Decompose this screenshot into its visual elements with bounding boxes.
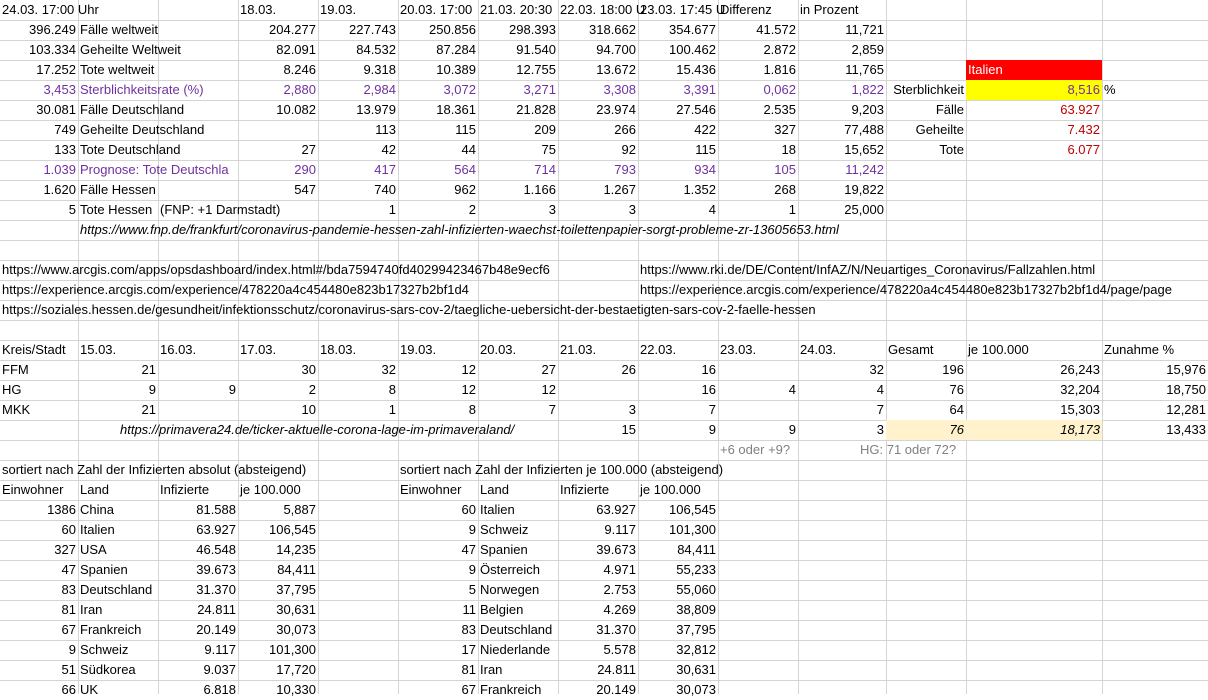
kreis-value[interactable]: 32: [381, 362, 396, 377]
abs-land[interactable]: Italien: [80, 522, 115, 537]
global-daily[interactable]: 2,880: [283, 82, 316, 97]
abs-header[interactable]: je 100.000: [240, 482, 301, 497]
global-daily[interactable]: 934: [694, 162, 716, 177]
link-arcgis-experience-page[interactable]: https://experience.arcgis.com/experience/478220a4c454480e823b17327b2bf1d4/page/page: [640, 282, 1172, 297]
rel-je-100000[interactable]: 55,060: [676, 582, 716, 597]
rel-je-100000[interactable]: 106,545: [669, 502, 716, 517]
abs-land[interactable]: Spanien: [80, 562, 128, 577]
kreis-value[interactable]: 16: [701, 382, 716, 397]
abs-je-100000[interactable]: 84,411: [277, 562, 316, 577]
global-label[interactable]: Prognose: Tote Deutschla: [80, 162, 229, 177]
global-daily[interactable]: 91.540: [516, 42, 556, 57]
rel-land[interactable]: Spanien: [480, 542, 528, 557]
gridline-h: [0, 440, 1208, 441]
abs-infizierte[interactable]: 9.117: [204, 642, 236, 657]
global-daily[interactable]: 15.436: [676, 62, 716, 77]
global-label[interactable]: Fälle Deutschland: [80, 102, 185, 117]
global-pct[interactable]: 77,488: [844, 122, 884, 137]
global-daily[interactable]: 962: [454, 182, 476, 197]
kreis-header[interactable]: Zunahme %: [1104, 342, 1175, 357]
global-label[interactable]: Tote Hessen: [80, 202, 153, 217]
global-daily[interactable]: 42: [381, 142, 396, 157]
italy-tote-label[interactable]: Tote: [939, 142, 964, 157]
header-diff[interactable]: Differenz: [720, 2, 772, 17]
rel-einwohner[interactable]: 17: [461, 642, 476, 657]
kreis-value[interactable]: 26: [621, 362, 636, 377]
link-arcgis-dashboard[interactable]: https://www.arcgis.com/apps/opsdashboard/index.html#/bda7594740fd40299423467b48e9ecf6: [2, 262, 550, 277]
global-daily[interactable]: 2,984: [363, 82, 396, 97]
kreis-gesamt[interactable]: 76: [949, 382, 964, 397]
kreis-zunahme[interactable]: 15,976: [1166, 362, 1206, 377]
rel-einwohner[interactable]: 81: [461, 662, 476, 677]
rel-einwohner[interactable]: 60: [461, 502, 476, 517]
global-daily[interactable]: 204.277: [269, 22, 316, 37]
global-daily[interactable]: 113: [375, 122, 396, 137]
italy-sterb-value[interactable]: 8,516: [966, 80, 1102, 100]
abs-je-100000[interactable]: 10,330: [276, 682, 316, 697]
global-daily[interactable]: [238, 200, 318, 220]
global-diff[interactable]: 2.535: [763, 102, 796, 117]
rel-einwohner[interactable]: 67: [461, 682, 476, 697]
kreis-header[interactable]: 21.03.: [560, 342, 597, 357]
kreis-value[interactable]: [718, 360, 798, 380]
rel-infizierte[interactable]: 4.269: [603, 602, 636, 617]
global-daily[interactable]: 1.267: [603, 182, 636, 197]
global-daily[interactable]: 8.246: [283, 62, 316, 77]
kreis-header[interactable]: Gesamt: [888, 342, 934, 357]
abs-je-100000[interactable]: 106,545: [269, 522, 316, 537]
global-daily[interactable]: 793: [614, 162, 636, 177]
rel-einwohner[interactable]: 9: [468, 562, 476, 577]
link-rki[interactable]: https://www.rki.de/DE/Content/InfAZ/N/Neuartiges_Coronavirus/Fallzahlen.html: [640, 262, 1096, 277]
global-pct[interactable]: 1,822: [851, 82, 884, 97]
kreis-value[interactable]: 4: [788, 382, 796, 397]
rel-einwohner[interactable]: 9: [468, 522, 476, 537]
abs-je-100000[interactable]: 5,887: [283, 502, 316, 517]
italy-faelle-label[interactable]: Fälle: [935, 102, 964, 117]
global-daily[interactable]: 100.462: [669, 42, 716, 57]
global-value[interactable]: 396.249: [29, 22, 76, 37]
abs-infizierte[interactable]: 20.149: [196, 622, 236, 637]
global-value[interactable]: 1.039: [43, 162, 76, 177]
kreis-gesamt[interactable]: 196: [942, 362, 964, 377]
global-daily[interactable]: 27.546: [676, 102, 716, 117]
rel-land[interactable]: Österreich: [480, 562, 540, 577]
global-diff[interactable]: 268: [774, 182, 796, 197]
rel-header[interactable]: je 100.000: [640, 482, 701, 497]
primavera-link[interactable]: https://primavera24.de/ticker-aktuelle-corona-lage-im-primaveraland/: [120, 422, 515, 437]
global-daily[interactable]: [238, 120, 318, 140]
primavera-value[interactable]: 9: [708, 422, 716, 437]
primavera-value[interactable]: 3: [876, 422, 884, 437]
primavera-je-100000[interactable]: 18,173: [966, 420, 1102, 440]
global-diff[interactable]: 1.816: [763, 62, 796, 77]
abs-header[interactable]: Einwohner: [2, 482, 64, 497]
kreis-value[interactable]: 12: [541, 382, 556, 397]
kreis-value[interactable]: 8: [468, 402, 476, 417]
global-diff[interactable]: 105: [774, 162, 796, 177]
global-label[interactable]: Sterblichkeitsrate (%): [80, 82, 204, 97]
kreis-value[interactable]: [718, 400, 798, 420]
abs-einwohner[interactable]: 66: [61, 682, 76, 697]
italy-title[interactable]: Italien: [966, 60, 1102, 80]
rel-header[interactable]: Infizierte: [560, 482, 610, 497]
abs-land[interactable]: Deutschland: [80, 582, 153, 597]
rel-einwohner[interactable]: 11: [462, 602, 476, 617]
global-label[interactable]: Fälle weltweit: [80, 22, 159, 37]
kreis-header[interactable]: je 100.000: [968, 342, 1029, 357]
abs-infizierte[interactable]: 39.673: [196, 562, 236, 577]
italy-sterb-label[interactable]: Sterblichkeit: [893, 82, 964, 97]
header-date[interactable]: 20.03. 17:00: [400, 2, 473, 17]
gridline-h: [0, 320, 1208, 321]
rel-infizierte[interactable]: 24.811: [597, 662, 636, 677]
primavera-zunahme[interactable]: 13,433: [1166, 422, 1206, 437]
global-daily[interactable]: 290: [294, 162, 316, 177]
global-pct[interactable]: 15,652: [844, 142, 884, 157]
global-daily[interactable]: 82.091: [276, 42, 316, 57]
global-daily[interactable]: 250.856: [429, 22, 476, 37]
global-daily[interactable]: 3: [628, 202, 636, 217]
abs-infizierte[interactable]: 31.370: [196, 582, 236, 597]
global-value[interactable]: 133: [54, 142, 76, 157]
italy-geheilte-value[interactable]: 7.432: [1067, 122, 1100, 137]
abs-header[interactable]: Land: [80, 482, 109, 497]
link-arcgis-experience[interactable]: https://experience.arcgis.com/experience/478220a4c454480e823b17327b2bf1d4: [2, 282, 469, 297]
abs-einwohner[interactable]: 81: [61, 602, 76, 617]
global-daily[interactable]: 740: [374, 182, 396, 197]
fnp-link[interactable]: https://www.fnp.de/frankfurt/coronavirus-pandemie-hessen-zahl-infizierten-waechst-toilettenpapier-sorgt-probleme-zr-13605653.html: [80, 222, 839, 237]
global-daily[interactable]: 422: [694, 122, 716, 137]
kreis-header[interactable]: 24.03.: [800, 342, 837, 357]
global-daily[interactable]: 1: [388, 202, 396, 217]
header-stand[interactable]: 24.03. 17:00 Uhr: [2, 2, 99, 17]
kreis-je-100000[interactable]: 26,243: [1060, 362, 1100, 377]
rel-land[interactable]: Frankreich: [480, 682, 542, 697]
abs-einwohner[interactable]: 327: [54, 542, 76, 557]
abs-infizierte[interactable]: 24.811: [197, 602, 236, 617]
global-daily[interactable]: 209: [534, 122, 556, 137]
abs-je-100000[interactable]: 37,795: [276, 582, 316, 597]
global-pct[interactable]: 11,721: [845, 22, 884, 37]
global-label[interactable]: Fälle Hessen: [80, 182, 156, 197]
abs-einwohner[interactable]: 1386: [47, 502, 76, 517]
primavera-gesamt[interactable]: 76: [886, 420, 966, 440]
rel-infizierte[interactable]: 20.149: [596, 682, 636, 697]
abs-land[interactable]: USA: [80, 542, 107, 557]
abs-einwohner[interactable]: 83: [61, 582, 76, 597]
rel-infizierte[interactable]: 9.117: [604, 522, 636, 537]
global-pct[interactable]: 25,000: [844, 202, 884, 217]
abs-header[interactable]: Infizierte: [160, 482, 210, 497]
kreis-value[interactable]: 2: [308, 382, 316, 397]
kreis-value[interactable]: 16: [701, 362, 716, 377]
global-value[interactable]: 1.620: [43, 182, 76, 197]
global-value[interactable]: 749: [54, 122, 76, 137]
abs-einwohner[interactable]: 51: [61, 662, 76, 677]
global-value[interactable]: 17.252: [36, 62, 76, 77]
rel-einwohner[interactable]: 47: [461, 542, 476, 557]
kreis-name[interactable]: FFM: [2, 362, 29, 377]
global-daily[interactable]: 44: [461, 142, 476, 157]
kreis-je-100000[interactable]: 32,204: [1060, 382, 1100, 397]
global-pct[interactable]: 9,203: [851, 102, 884, 117]
kreis-value[interactable]: 27: [541, 362, 556, 377]
note-plus-6-or-9[interactable]: +6 oder +9?: [720, 442, 791, 457]
global-daily[interactable]: 227.743: [349, 22, 396, 37]
kreis-name[interactable]: MKK: [2, 402, 31, 417]
gridline-h: [0, 240, 1208, 241]
kreis-value[interactable]: 32: [869, 362, 884, 377]
global-daily[interactable]: 10.082: [276, 102, 316, 117]
global-daily[interactable]: 318.662: [589, 22, 636, 37]
kreis-name[interactable]: HG: [2, 382, 22, 397]
kreis-value[interactable]: 9: [148, 382, 156, 397]
kreis-header[interactable]: 18.03.: [320, 342, 357, 357]
kreis-header[interactable]: 23.03.: [720, 342, 757, 357]
global-daily[interactable]: 3,271: [523, 82, 556, 97]
global-daily[interactable]: 13.672: [596, 62, 636, 77]
kreis-value[interactable]: 10: [301, 402, 316, 417]
rel-land[interactable]: Norwegen: [480, 582, 540, 597]
global-daily[interactable]: 1.352: [683, 182, 716, 197]
global-value[interactable]: 5: [68, 202, 76, 217]
abs-je-100000[interactable]: 14,235: [276, 542, 316, 557]
abs-je-100000[interactable]: 30,073: [276, 622, 316, 637]
rel-land[interactable]: Schweiz: [480, 522, 529, 537]
abs-je-100000[interactable]: 30,631: [276, 602, 316, 617]
rel-title[interactable]: sortiert nach Zahl der Infizierten je 100.000 (absteigend): [400, 462, 724, 477]
global-daily[interactable]: 714: [534, 162, 556, 177]
global-daily[interactable]: 92: [621, 142, 636, 157]
rel-je-100000[interactable]: 32,812: [676, 642, 716, 657]
global-daily[interactable]: 4: [708, 202, 716, 217]
global-daily[interactable]: 266: [614, 122, 636, 137]
rel-je-100000[interactable]: 37,795: [676, 622, 716, 637]
global-pct[interactable]: 19,822: [844, 182, 884, 197]
kreis-value[interactable]: 30: [301, 362, 316, 377]
abs-land[interactable]: Schweiz: [80, 642, 129, 657]
header-date[interactable]: 19.03.: [320, 2, 357, 17]
global-value[interactable]: 103.334: [29, 42, 76, 57]
abs-je-100000[interactable]: 101,300: [269, 642, 316, 657]
global-daily[interactable]: 3: [548, 202, 556, 217]
primavera-value[interactable]: 9: [788, 422, 796, 437]
rel-header[interactable]: Einwohner: [400, 482, 462, 497]
link-hessen[interactable]: https://soziales.hessen.de/gesundheit/infektionsschutz/coronavirus-sars-cov-2/taegliche-uebersicht-der-bestaetigten-sars-cov-2-faelle-hessen: [2, 302, 816, 317]
kreis-value[interactable]: 4: [876, 382, 884, 397]
note-hg[interactable]: HG: 71 oder 72?: [860, 442, 957, 457]
global-daily[interactable]: 87.284: [436, 42, 476, 57]
italy-sterb-unit[interactable]: %: [1104, 82, 1116, 97]
abs-einwohner[interactable]: 67: [61, 622, 76, 637]
global-daily[interactable]: 27: [301, 142, 316, 157]
abs-infizierte[interactable]: 46.548: [196, 542, 236, 557]
rel-infizierte[interactable]: 4.971: [603, 562, 636, 577]
rel-je-100000[interactable]: 101,300: [669, 522, 716, 537]
global-daily[interactable]: 417: [374, 162, 396, 177]
global-daily[interactable]: 3,072: [443, 82, 476, 97]
kreis-value[interactable]: [558, 380, 638, 400]
global-daily[interactable]: 12.755: [516, 62, 556, 77]
global-pct[interactable]: 11,765: [845, 62, 884, 77]
abs-je-100000[interactable]: 17,720: [276, 662, 316, 677]
rel-je-100000[interactable]: 30,631: [676, 662, 716, 677]
global-diff[interactable]: 41.572: [756, 22, 796, 37]
rel-infizierte[interactable]: 2.753: [603, 582, 636, 597]
abs-land[interactable]: Iran: [80, 602, 103, 617]
abs-land[interactable]: Südkorea: [80, 662, 136, 677]
rel-land[interactable]: Deutschland: [480, 622, 553, 637]
global-daily[interactable]: 9.318: [363, 62, 396, 77]
header-pct[interactable]: in Prozent: [800, 2, 859, 17]
global-daily[interactable]: 23.974: [596, 102, 636, 117]
global-daily[interactable]: 94.700: [596, 42, 636, 57]
rel-je-100000[interactable]: 84,411: [677, 542, 716, 557]
global-daily[interactable]: 21.828: [516, 102, 556, 117]
kreis-value[interactable]: 21: [141, 362, 156, 377]
kreis-value[interactable]: 7: [708, 402, 716, 417]
global-daily[interactable]: 18.361: [436, 102, 476, 117]
rel-je-100000[interactable]: 55,233: [676, 562, 716, 577]
rel-infizierte[interactable]: 39.673: [596, 542, 636, 557]
abs-infizierte[interactable]: 6.818: [203, 682, 236, 697]
global-daily[interactable]: 354.677: [669, 22, 716, 37]
header-date[interactable]: 23.03. 17:45 U: [640, 2, 726, 17]
kreis-header[interactable]: 17.03.: [240, 342, 277, 357]
global-daily[interactable]: 2: [468, 202, 476, 217]
global-daily[interactable]: 298.393: [509, 22, 556, 37]
global-value[interactable]: 30.081: [36, 102, 76, 117]
kreis-value[interactable]: 1: [388, 402, 396, 417]
rel-je-100000[interactable]: 38,809: [676, 602, 716, 617]
rel-header[interactable]: Land: [480, 482, 509, 497]
global-daily[interactable]: 10.389: [436, 62, 476, 77]
rel-land[interactable]: Belgien: [480, 602, 524, 617]
abs-land[interactable]: China: [80, 502, 114, 517]
global-pct[interactable]: 2,859: [851, 42, 884, 57]
kreis-value[interactable]: 9: [228, 382, 236, 397]
kreis-value[interactable]: 7: [876, 402, 884, 417]
abs-einwohner[interactable]: 9: [68, 642, 76, 657]
kreis-zunahme[interactable]: 12,281: [1166, 402, 1206, 417]
rel-land[interactable]: Iran: [480, 662, 503, 677]
abs-einwohner[interactable]: 60: [61, 522, 76, 537]
kreis-header[interactable]: 22.03.: [640, 342, 677, 357]
primavera-value[interactable]: 15: [621, 422, 636, 437]
kreis-header[interactable]: 15.03.: [80, 342, 117, 357]
rel-infizierte[interactable]: 63.927: [596, 502, 636, 517]
rel-infizierte[interactable]: 5.578: [603, 642, 636, 657]
rel-je-100000[interactable]: 30,073: [676, 682, 716, 697]
global-label[interactable]: Tote Deutschland: [80, 142, 181, 157]
abs-title[interactable]: sortiert nach Zahl der Infizierten absolut (absteigend): [2, 462, 307, 477]
abs-land[interactable]: UK: [80, 682, 99, 697]
kreis-value[interactable]: 8: [388, 382, 396, 397]
global-daily[interactable]: 75: [541, 142, 556, 157]
kreis-header[interactable]: Kreis/Stadt: [2, 342, 66, 357]
kreis-gesamt[interactable]: 64: [949, 402, 964, 417]
global-daily[interactable]: 3,308: [603, 82, 636, 97]
global-diff[interactable]: 1: [788, 202, 796, 217]
kreis-value[interactable]: 12: [461, 362, 476, 377]
kreis-value[interactable]: 21: [141, 402, 156, 417]
abs-einwohner[interactable]: 47: [61, 562, 76, 577]
global-diff[interactable]: 18: [781, 142, 796, 157]
global-label[interactable]: Tote weltweit: [80, 62, 155, 77]
global-daily[interactable]: 1.166: [523, 182, 556, 197]
rel-infizierte[interactable]: 31.370: [596, 622, 636, 637]
global-daily[interactable]: 3,391: [683, 82, 716, 97]
kreis-value[interactable]: 7: [548, 402, 556, 417]
kreis-value[interactable]: 3: [628, 402, 636, 417]
abs-infizierte[interactable]: 9.037: [203, 662, 236, 677]
global-daily[interactable]: 13.979: [356, 102, 396, 117]
rel-land[interactable]: Italien: [480, 502, 515, 517]
global-diff[interactable]: 2.872: [763, 42, 796, 57]
header-date[interactable]: 22.03. 18:00 U: [560, 2, 646, 17]
header-date[interactable]: 18.03.: [240, 2, 277, 17]
global-diff[interactable]: 327: [774, 122, 796, 137]
global-label[interactable]: Geheilte Deutschland: [80, 122, 205, 137]
italy-geheilte-label[interactable]: Geheilte: [915, 122, 964, 137]
abs-land[interactable]: Frankreich: [80, 622, 142, 637]
rel-einwohner[interactable]: 83: [461, 622, 476, 637]
global-daily[interactable]: 115: [455, 122, 476, 137]
kreis-value[interactable]: 12: [461, 382, 476, 397]
kreis-value[interactable]: [158, 360, 238, 380]
rel-einwohner[interactable]: 5: [468, 582, 476, 597]
global-daily[interactable]: 115: [695, 142, 716, 157]
header-date[interactable]: 21.03. 20:30: [480, 2, 553, 17]
global-pct[interactable]: 11,242: [845, 162, 884, 177]
kreis-header[interactable]: 16.03.: [160, 342, 197, 357]
kreis-zunahme[interactable]: 18,750: [1166, 382, 1206, 397]
kreis-je-100000[interactable]: 15,303: [1060, 402, 1100, 417]
italy-tote-value[interactable]: 6.077: [1067, 142, 1100, 157]
kreis-value[interactable]: [158, 400, 238, 420]
abs-infizierte[interactable]: 63.927: [196, 522, 236, 537]
global-diff[interactable]: 0,062: [763, 82, 796, 97]
global-daily[interactable]: 84.532: [356, 42, 396, 57]
global-daily[interactable]: 547: [294, 182, 316, 197]
italy-faelle-value[interactable]: 63.927: [1060, 102, 1100, 117]
abs-infizierte[interactable]: 81.588: [196, 502, 236, 517]
kreis-header[interactable]: 19.03.: [400, 342, 437, 357]
global-label[interactable]: Geheilte Weltweit: [80, 42, 181, 57]
rel-land[interactable]: Niederlande: [480, 642, 551, 657]
global-note[interactable]: (FNP: +1 Darmstadt): [160, 202, 281, 217]
global-value[interactable]: 3,453: [43, 82, 76, 97]
kreis-header[interactable]: 20.03.: [480, 342, 517, 357]
global-daily[interactable]: 564: [454, 162, 476, 177]
